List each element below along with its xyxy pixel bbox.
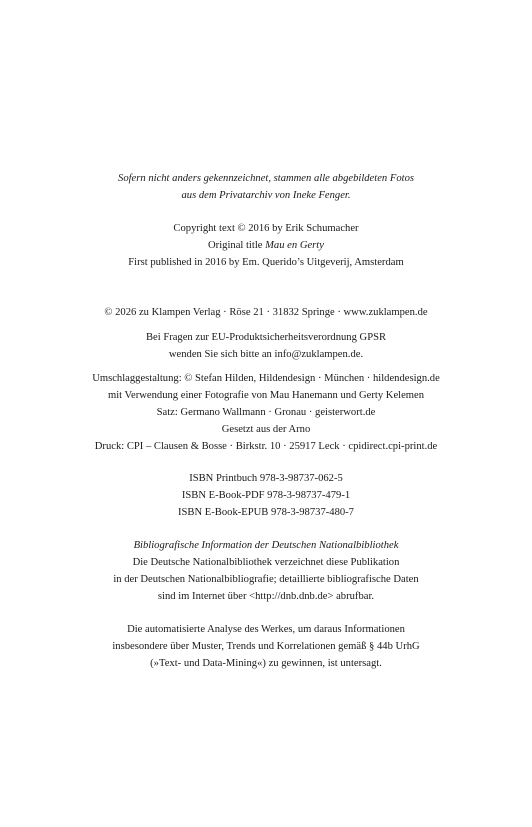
isbn-pdf: ISBN E-Book-PDF 978-3-98737-479-1 bbox=[181, 490, 351, 501]
dnb-line: sind im Internet über <http://dnb.dnb.de> abrufbar. bbox=[157, 591, 375, 602]
dnb-notice bbox=[0, 537, 532, 605]
isbn-epub: ISBN E-Book-EPUB 978-3-98737-480-7 bbox=[178, 507, 354, 518]
production-credits bbox=[0, 370, 532, 455]
copyright-text: Copyright text © 2016 by Erik Schumacher bbox=[173, 223, 359, 234]
photo-credit-line: Sofern nicht anders gekennzeichnet, stammen alle abgebildeten Fotos bbox=[118, 173, 414, 184]
isbn-print: ISBN Printbuch 978-3-98737-062-5 bbox=[189, 473, 343, 484]
tdm-line: Die automatisierte Analyse des Werkes, um daraus Informationen bbox=[127, 624, 405, 635]
tdm-line: insbesondere über Muster, Trends und Korrelationen gemäß § 44b UrhG bbox=[112, 641, 420, 652]
dnb-line: Die Deutsche Nationalbibliothek verzeichnet diese Publikation bbox=[132, 557, 400, 568]
first-published-line: First published in 2016 by Em. Querido’s Uitgeverij, Amsterdam bbox=[128, 257, 404, 268]
original-title: Mau en Gerty bbox=[265, 240, 324, 251]
print-credit: Druck: CPI – Clausen & Bosse · Birkstr. 10 · 25917 Leck · cpidirect.cpi-print.de bbox=[94, 441, 438, 452]
cover-design-credit: Umschlaggestaltung: © Stefan Hilden, Hildendesign · München · hildendesign.de bbox=[92, 373, 440, 384]
text-data-mining-notice bbox=[0, 621, 532, 672]
copyright-notice bbox=[0, 220, 532, 271]
dnb-line: in der Deutschen Nationalbibliografie; detaillierte bibliografische Daten bbox=[113, 574, 419, 585]
original-title-line bbox=[0, 237, 532, 254]
typesetting-credit: Satz: Germano Wallmann · Gronau · geisterwort.de bbox=[156, 407, 376, 418]
original-title-label: Original title bbox=[208, 240, 266, 251]
isbn-list bbox=[0, 470, 532, 521]
publisher-notice bbox=[0, 304, 532, 321]
gpsr-line: Bei Fragen zur EU-Produktsicherheitsverordnung GPSR bbox=[145, 332, 387, 343]
font-credit: Gesetzt aus der Arno bbox=[221, 424, 311, 435]
gpsr-notice bbox=[0, 329, 532, 363]
publisher-line: © 2026 zu Klampen Verlag · Röse 21 · 31832 Springe · www.zuklampen.de bbox=[104, 307, 428, 318]
tdm-line: (»Text- und Data-Mining«) zu gewinnen, ist untersagt. bbox=[150, 658, 382, 669]
photo-credit-notice bbox=[0, 170, 532, 204]
photo-credit-line: aus dem Privatarchiv von Ineke Fenger. bbox=[181, 190, 351, 201]
gpsr-line: wenden Sie sich bitte an info@zuklampen.de. bbox=[168, 349, 364, 360]
cover-photo-credit: mit Verwendung einer Fotografie von Mau Hanemann und Gerty Kelemen bbox=[107, 390, 425, 401]
dnb-heading: Bibliografische Information der Deutschen Nationalbibliothek bbox=[133, 540, 399, 551]
